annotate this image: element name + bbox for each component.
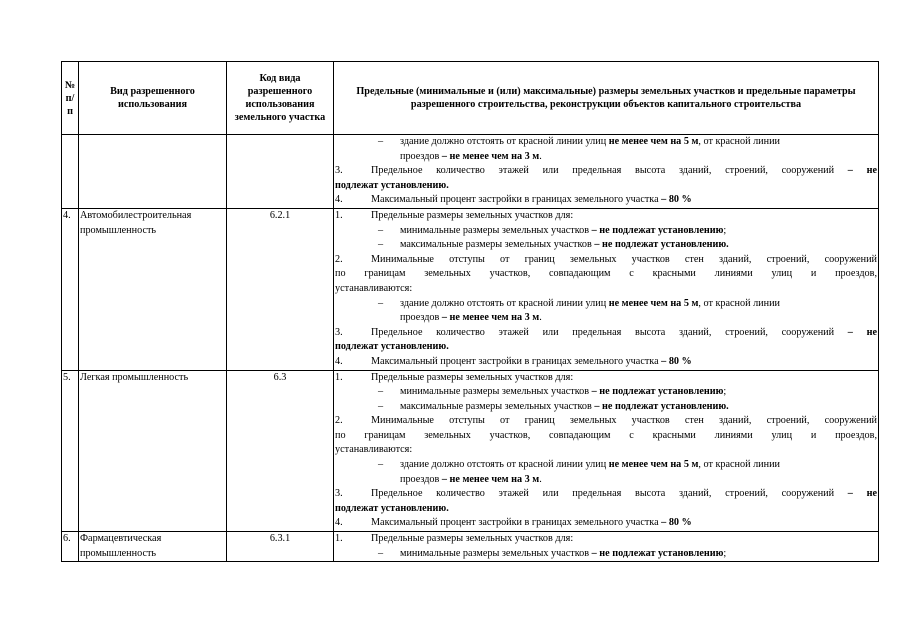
cell-num: 6. (62, 532, 79, 562)
cell-use: Автомобилестроительная промышленность (79, 208, 227, 370)
regulations-table (61, 61, 879, 562)
cell-limits (334, 135, 879, 209)
table-row (62, 370, 879, 532)
floors-line-2: подлежат установлению. (335, 179, 449, 191)
cell-use: Фармацевтическая промышленность (79, 532, 227, 562)
table-row (62, 532, 879, 562)
header-limits: Предельные (минимальные и (или) максимальные) размеры земельных участков и предельные параметры разрешенного строительства, реконструкции объектов капитального строительства (334, 62, 879, 135)
table-header-row (62, 62, 879, 135)
cell-num: 5. (62, 370, 79, 532)
table-row-continuation (62, 135, 879, 209)
cell-limits: 1. Предельные размеры земельных участков для: – минимальные размеры земельных участков – не подлежат установлению; – максимальные размеры земельных участков – не подлежат установлению. 2. Минимальные отступы от границ земельных участков стен зданий, строений, сооружений по границам земельных участков, совпадающим с красными линиями улиц и проездов, устанавливаются: – здание должно отстоять от красной линии улиц не менее чем на 5 м, от красной линии проездов – не менее чем на 3 м. 3. Предельное количество этажей или предельная высота зданий, строений, сооружений – не подлежат установлению. 4. Максимальный процент застройки в границах земельного участка – 80 % (334, 208, 879, 370)
cell-limits: 1. Предельные размеры земельных участков для: – минимальные размеры земельных участков – не подлежат установлению; (334, 532, 879, 562)
cell-use (79, 135, 227, 209)
build-line: 4. Максимальный процент застройки в границах земельного участка – 80 % (335, 194, 692, 206)
distance-line: – здание должно отстоять от красной линии улиц не менее чем на 5 м, от красной линии (378, 136, 780, 147)
cell-code: 6.2.1 (227, 208, 334, 370)
header-use-type: Вид разрешенного использования (79, 62, 227, 135)
cell-num (62, 135, 79, 209)
cell-code (227, 135, 334, 209)
cell-limits: 1. Предельные размеры земельных участков для: – минимальные размеры земельных участков – не подлежат установлению; – максимальные размеры земельных участков – не подлежат установлению. 2. Минимальные отступы от границ земельных участков стен зданий, строений, сооружений по границам земельных участков, совпадающим с красными линиями улиц и проездов, устанавливаются: – здание должно отстоять от красной линии улиц не менее чем на 5 м, от красной линии проездов – не менее чем на 3 м. 3. Предельное количество этажей или предельная высота зданий, строений, сооружений – не подлежат установлению. 4. Максимальный процент застройки в границах земельного участка – 80 % (334, 370, 879, 532)
floors-line: 3. Предельное количество этажей или предельная высота зданий, строений, сооружений – не (335, 165, 877, 177)
table-row (62, 208, 879, 370)
distance-line-2: проездов – не менее чем на 3 м. (400, 150, 542, 162)
header-use-code: Код вида разрешенного использования земельного участка (227, 62, 334, 135)
cell-code: 6.3.1 (227, 532, 334, 562)
cell-num: 4. (62, 208, 79, 370)
cell-code: 6.3 (227, 370, 334, 532)
header-num: № п/п (62, 62, 79, 135)
cell-use: Легкая промышленность (79, 370, 227, 532)
